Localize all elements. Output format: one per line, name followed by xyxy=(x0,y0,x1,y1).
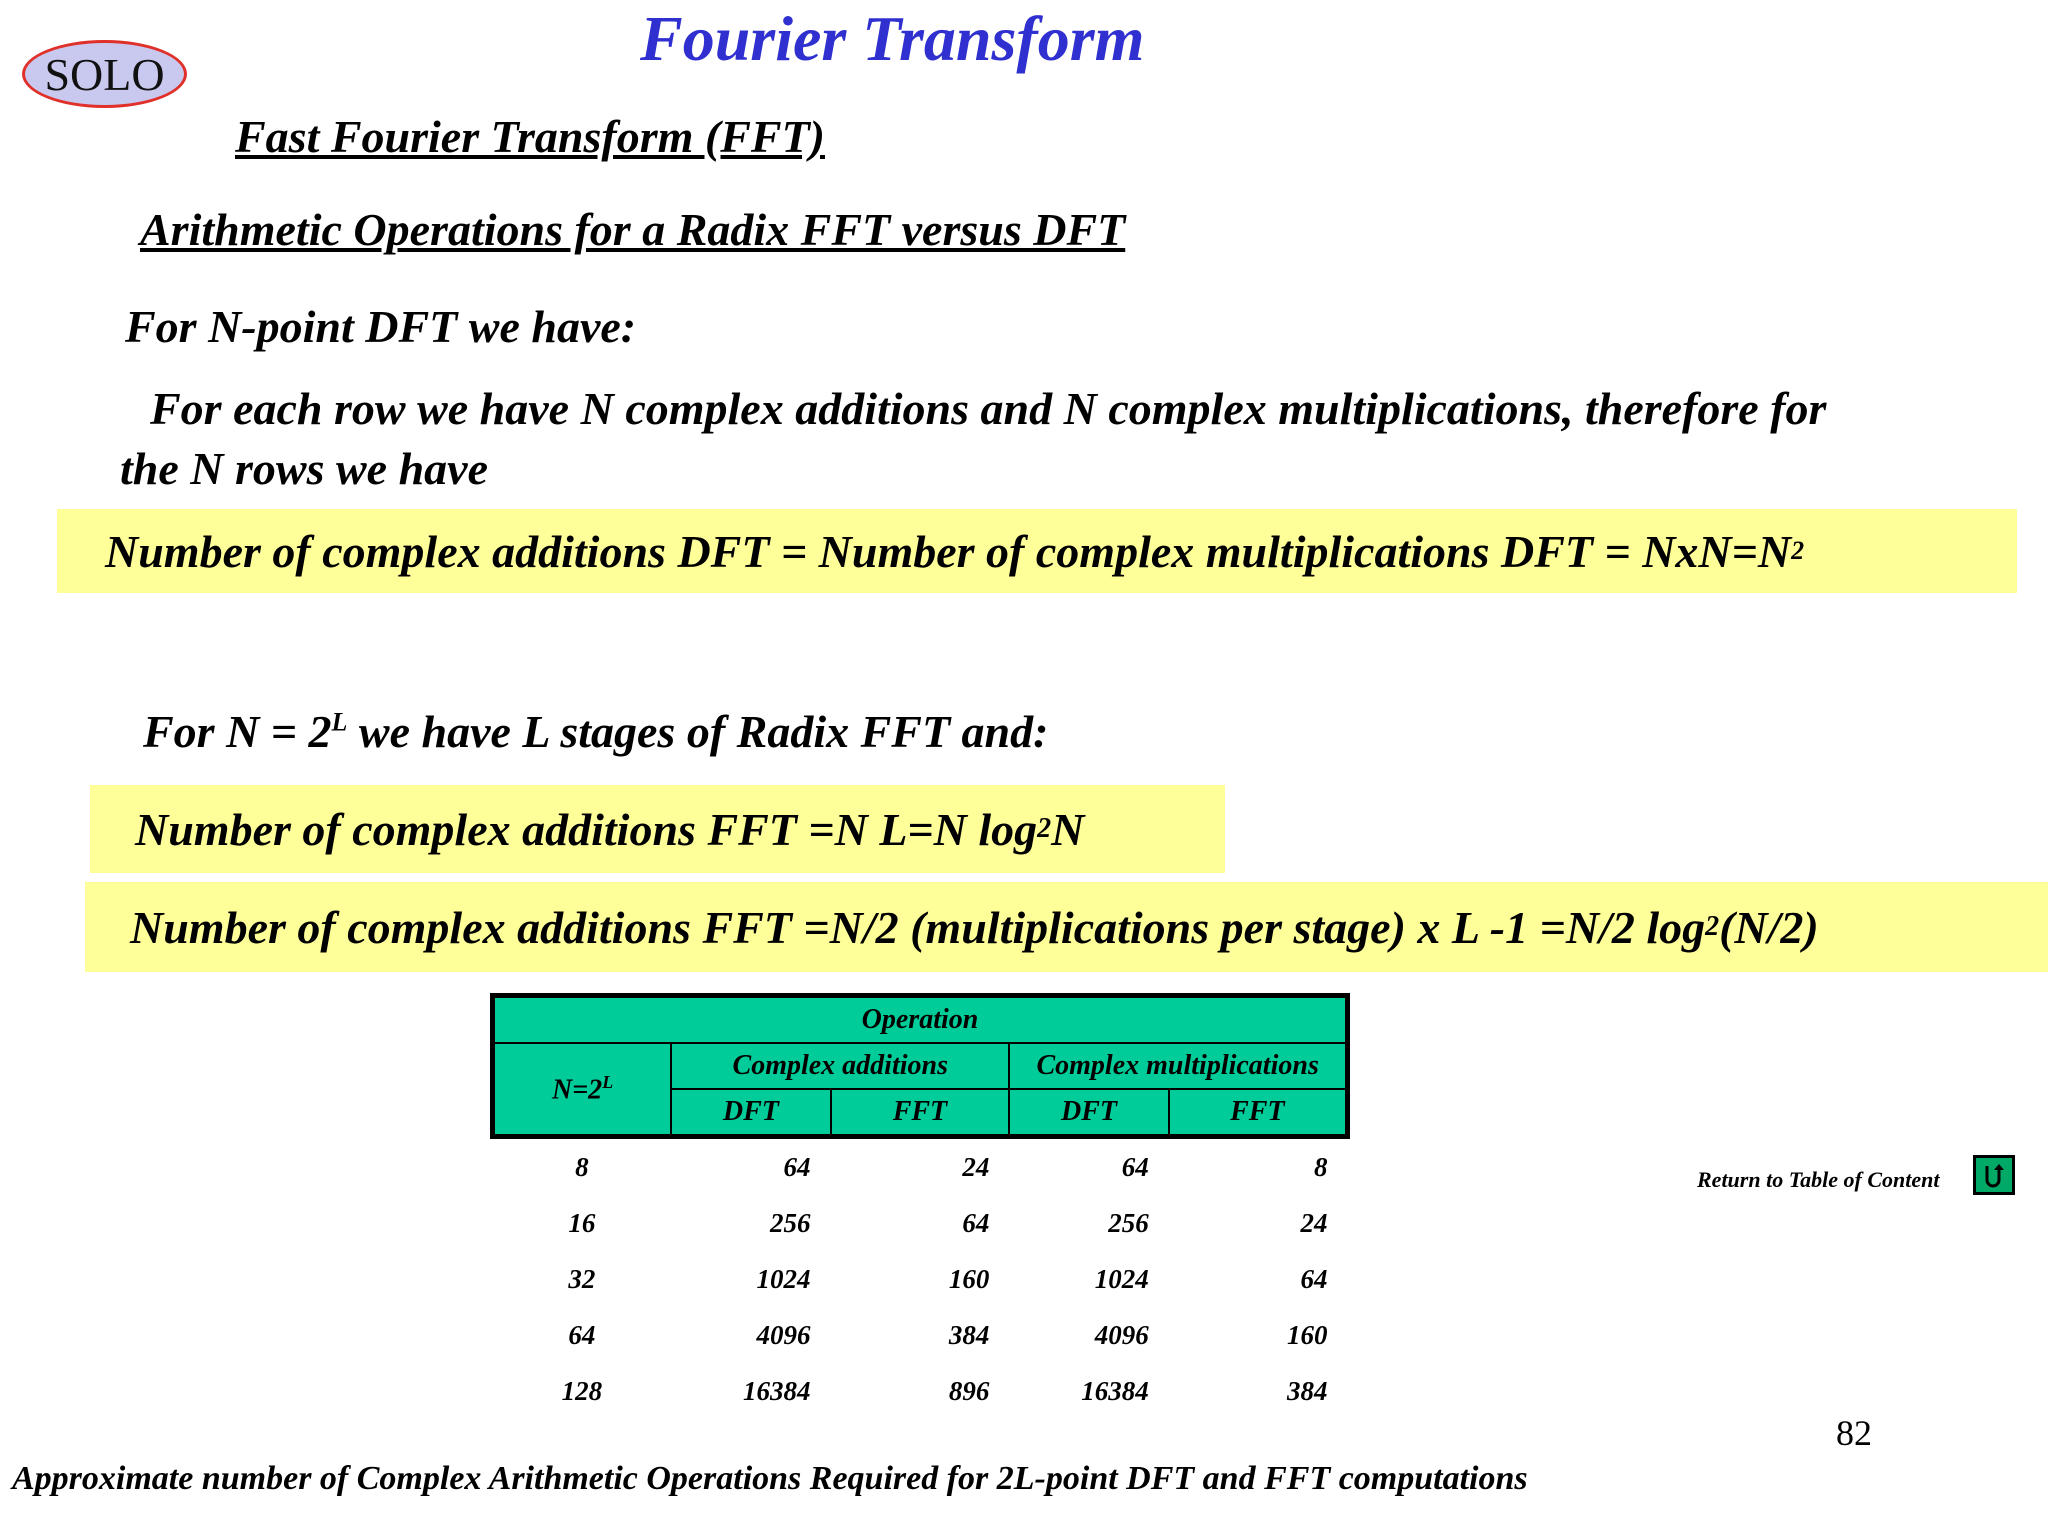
table-cell: 4096 xyxy=(756,1319,811,1350)
table-cell: 24 xyxy=(962,1151,990,1182)
additions-header: Complex additions xyxy=(671,1043,1009,1089)
fft-intro xyxy=(143,705,1048,758)
dft-formula-box: Number of complex additions DFT = Number of complex multiplications DFT = NxN=N 2 xyxy=(57,509,2017,593)
fft-intro-exponent: L xyxy=(331,707,348,737)
page-number: 82 xyxy=(1836,1413,1872,1453)
additions-dft-header: DFT xyxy=(671,1089,830,1137)
fft-additions-a: Number of complex additions FFT =N L=N log xyxy=(135,803,1038,855)
table-cell: 160 xyxy=(948,1263,990,1294)
table-cell: 64 xyxy=(783,1151,811,1182)
table-cell: 128 xyxy=(561,1375,603,1406)
table-cell: 64 xyxy=(1300,1263,1328,1294)
fft-multiplications-b: (N/2) xyxy=(1719,901,1819,953)
table-cell: 384 xyxy=(948,1319,990,1350)
table-cell: 160 xyxy=(1287,1319,1328,1350)
operation-header: Operation xyxy=(493,996,1348,1044)
table-cell: 896 xyxy=(948,1375,990,1406)
fft-intro-a: For N = 2 xyxy=(143,706,332,757)
multiplications-fft-header: FFT xyxy=(1169,1089,1348,1137)
table-cell: 384 xyxy=(1287,1375,1328,1406)
table-row xyxy=(493,1307,1348,1363)
fft-additions-b: N xyxy=(1051,803,1085,855)
return-arrow-icon xyxy=(1979,1160,2009,1190)
solo-logo xyxy=(22,40,187,108)
multiplications-header: Complex multiplications xyxy=(1009,1043,1347,1089)
table-cell: 16384 xyxy=(1081,1375,1149,1406)
table-cell: 256 xyxy=(770,1207,811,1238)
n-header-exponent: L xyxy=(602,1071,614,1092)
subsection-heading: Arithmetic Operations for a Radix FFT versus DFT xyxy=(140,204,1126,255)
page-title: Fourier Transform xyxy=(640,3,1145,74)
table-cell: 64 xyxy=(962,1207,990,1238)
fft-intro-b: we have L stages of Radix FFT and: xyxy=(347,706,1049,757)
table-caption: Approximate number of Complex Arithmetic Operations Required for 2L-point DFT and FFT computations xyxy=(12,1460,1528,1497)
return-to-toc-link[interactable]: Return to Table of Content xyxy=(1697,1167,1940,1192)
dft-row-text-line1: For each row we have N complex additions and N complex multiplications, therefore for xyxy=(150,383,1827,434)
dft-row-text-line2: the N rows we have xyxy=(120,443,488,494)
table-row xyxy=(493,1137,1348,1196)
logo-text: SOLO xyxy=(44,48,165,100)
fft-multiplications-box: Number of complex additions FFT =N/2 (multiplications per stage) x L -1 =N/2 log 2 (N/2) xyxy=(85,882,2048,972)
table-cell: 4096 xyxy=(1094,1319,1149,1350)
operations-table xyxy=(490,993,1350,1419)
fft-additions-box: Number of complex additions FFT =N L=N log 2 N xyxy=(90,785,1225,873)
table-cell: 24 xyxy=(1300,1207,1328,1238)
table-cell: 64 xyxy=(568,1319,596,1350)
n-header-text: N=2 xyxy=(552,1074,603,1106)
table-row xyxy=(493,1251,1348,1307)
return-to-toc-button[interactable] xyxy=(1973,1155,2015,1195)
operations-table-body xyxy=(493,1137,1348,1420)
additions-fft-header: FFT xyxy=(831,1089,1010,1137)
table-cell: 16384 xyxy=(743,1375,811,1406)
table-cell: 32 xyxy=(568,1263,596,1294)
table-row xyxy=(493,1363,1348,1419)
section-heading: Fast Fourier Transform (FFT) xyxy=(235,111,826,162)
table-cell: 8 xyxy=(575,1151,589,1182)
table-cell: 1024 xyxy=(756,1263,811,1294)
table-cell: 16 xyxy=(568,1207,596,1238)
table-row xyxy=(493,1195,1348,1251)
fft-multiplications-a: Number of complex additions FFT =N/2 (multiplications per stage) x L -1 =N/2 log xyxy=(130,901,1706,953)
operations-table-header xyxy=(493,996,1348,1137)
table-cell: 8 xyxy=(1314,1151,1328,1182)
multiplications-dft-header: DFT xyxy=(1009,1089,1168,1137)
table-cell: 64 xyxy=(1121,1151,1149,1182)
table-cell: 256 xyxy=(1108,1207,1149,1238)
dft-intro: For N-point DFT we have: xyxy=(125,301,637,352)
table-cell: 1024 xyxy=(1094,1263,1149,1294)
n-header xyxy=(493,1043,672,1137)
dft-formula: Number of complex additions DFT = Number of complex multiplications DFT = NxN=N xyxy=(105,525,1792,577)
